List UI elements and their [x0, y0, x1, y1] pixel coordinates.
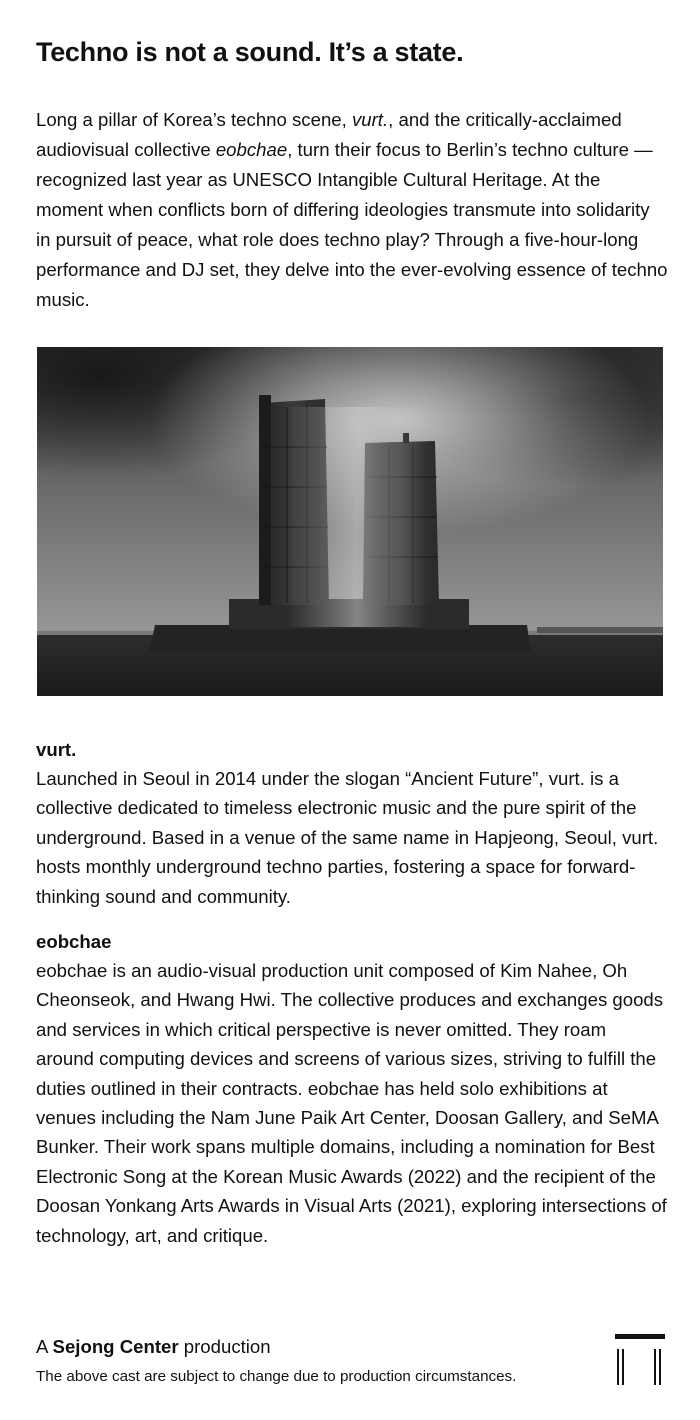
hero-image — [37, 347, 663, 696]
intro-paragraph — [36, 105, 668, 315]
intro-text: , turn their focus to Berlin’s techno culture — recognized last year as UNESCO Intangible Cultural Heritage. At the moment when conflicts born of differing ideologies transmute into solidarity in pursuit of peace, what role does techno play? Through a five-hour-long performance and DJ set, they delve into the ever-evolving essence of techno music. — [36, 139, 668, 310]
eobchae-section-title: eobchae — [36, 931, 112, 952]
credit-suffix: production — [178, 1336, 271, 1357]
intro-text: Long a pillar of Korea’s techno scene, — [36, 109, 352, 130]
vurt-section-body: Launched in Seoul in 2014 under the slogan “Ancient Future”, vurt. is a collective dedicated to timeless electronic music and the pure spirit of the underground. Based in a venue of the same name in Hapjeong, Seoul, vurt. hosts monthly underground techno parties, fostering a space for forward-thinking sound and community. — [36, 768, 659, 907]
intro-text: , and the critically-acclaimed audiovisual collective — [36, 109, 622, 160]
production-credit — [36, 1333, 271, 1361]
sejong-center-logo-icon — [615, 1334, 665, 1386]
intro-emphasis-vurt: vurt. — [351, 109, 389, 130]
credit-brand: Sejong Center — [52, 1336, 179, 1357]
page-headline: Techno is not a sound. It’s a state. — [36, 37, 464, 67]
eobchae-section-body: eobchae is an audio-visual production unit composed of Kim Nahee, Oh Cheonseok, and Hwang Hwi. The collective produces and exchanges goods and services in which critical perspective is never omitted. They roam around computing devices and screens of various sizes, striving to fulfill the duties outlined in their contracts. eobchae has held solo exhibitions at venues including the Nam June Paik Art Center, Doosan Gallery, and SeMA Bunker. Their work spans multiple domains, including a nomination for Best Electronic Song at the Korean Music Awards (2022) and the recipient of the Doosan Yonkang Arts Awards in Visual Arts (2021), exploring intersections of technology, art, and critique. — [36, 960, 667, 1246]
cast-notice: The above cast are subject to change due to production circumstances. — [36, 1368, 517, 1385]
credit-prefix: A — [36, 1336, 53, 1357]
vurt-section-title: vurt. — [36, 739, 77, 760]
intro-emphasis-eobchae: eobchae — [215, 139, 288, 160]
